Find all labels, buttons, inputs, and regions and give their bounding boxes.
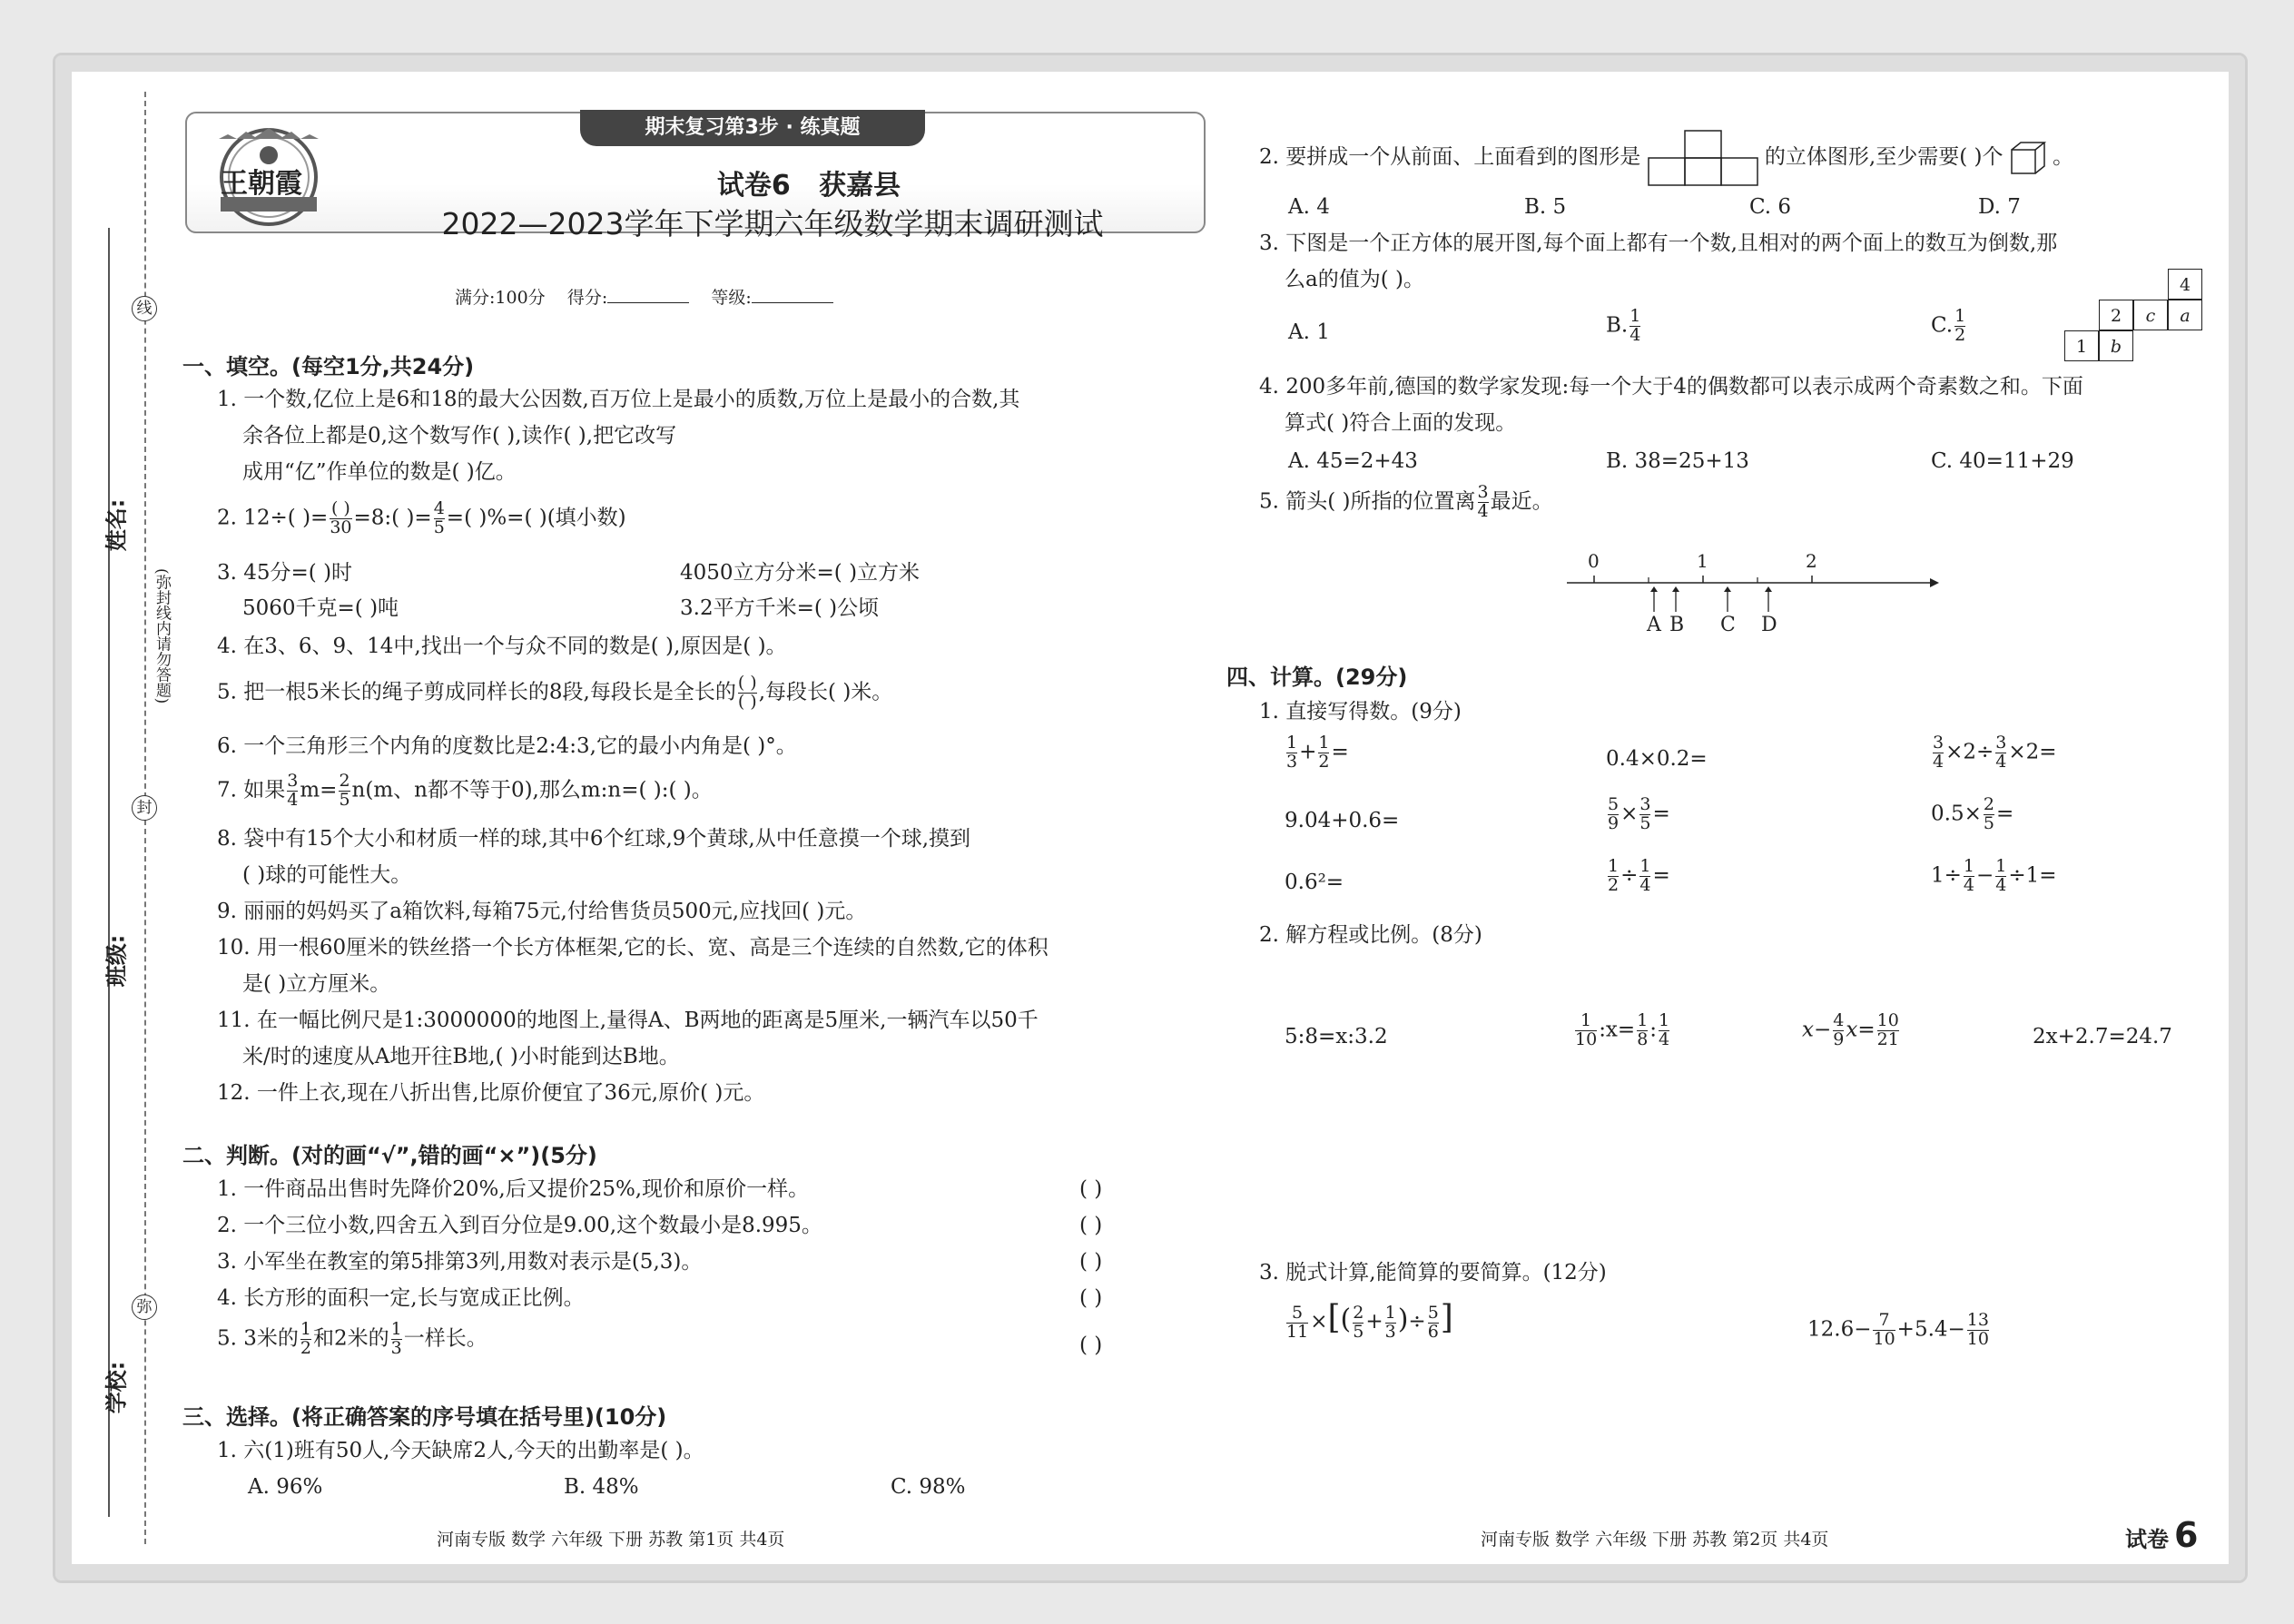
- arrow-c: C: [1720, 614, 1736, 636]
- exam-tag: 试卷 6: [2125, 1515, 2199, 1555]
- judge-3-answer[interactable]: ( ): [1079, 1250, 1103, 1274]
- q1-line2: 余各位上都是0,这个数写作( ),读作( ),把它改写: [242, 424, 677, 448]
- judge-2-answer[interactable]: ( ): [1079, 1214, 1103, 1237]
- choice-3-a: A. 1: [1288, 320, 1330, 344]
- section-fill-blank: 一、填空。(每空1分,共24分): [182, 354, 475, 379]
- judge-3: 3. 小军坐在教室的第5排第3列,用数对表示是(5,3)。: [217, 1250, 703, 1274]
- number-line: [1567, 550, 1939, 659]
- judge-4: 4. 长方形的面积一定,长与宽成正比例。: [217, 1286, 585, 1310]
- score-line: [455, 284, 833, 309]
- choice-2-b: B. 5: [1524, 195, 1567, 219]
- net-cell-a: a: [2168, 300, 2202, 330]
- equation-2: $\frac{1}{10}$ :x= $\frac{1}{8}$ : $\frac{1}{4}$: [1575, 1010, 1670, 1049]
- logo-text: 王朝霞: [221, 168, 302, 200]
- choice-2-a: A. 4: [1288, 195, 1330, 219]
- q3-d: 3.2平方千米=( )公顷: [680, 596, 880, 620]
- calc-r2c3: 0.5× $\frac{2}{5}$ =: [1931, 794, 2014, 833]
- judge-5: 5. 3米的 $\frac{1}{2}$ 和2米的 $\frac{1}{3}$ 一样长。: [217, 1319, 487, 1358]
- q1-line3: 成用“亿”作单位的数是( )亿。: [242, 460, 517, 484]
- footer-right: 河南专版 数学 六年级 下册 苏教 第2页 共4页: [1481, 1530, 1829, 1550]
- calc-r2c1: 9.04+0.6=: [1285, 809, 1400, 832]
- seal-line-feng: 封: [132, 795, 157, 821]
- choice-3-b: B. $\frac{1}{4}$: [1606, 306, 1641, 345]
- q7-frac2: $\frac{2}{5}$: [339, 771, 350, 810]
- choice-3-line2: 么a的值为( )。: [1285, 268, 1424, 291]
- grade-label: 等级:: [711, 288, 752, 308]
- calc-3-title: 3. 脱式计算,能简算的要简算。(12分): [1259, 1261, 1607, 1284]
- footer-left: 河南专版 数学 六年级 下册 苏教 第1页 共4页: [437, 1530, 785, 1550]
- county: 获嘉县: [819, 170, 901, 202]
- section-choice: 三、选择。(将正确答案的序号填在括号里)(10分): [182, 1404, 667, 1430]
- choice-4-line2: 算式( )符合上面的发现。: [1285, 411, 1517, 435]
- arrow-a: A: [1647, 614, 1661, 636]
- q2-frac2: $\frac{4}{5}$: [433, 498, 445, 537]
- q2: 2. 12÷( )= $\frac{( )}{30}$ =8:( )= $\frac{4}{5}$ =( )%=( )(填小数): [217, 498, 626, 537]
- choice-1-c: C. 98%: [891, 1475, 966, 1499]
- tick-2: 2: [1806, 550, 1817, 572]
- net-cell-b: b: [2099, 330, 2133, 361]
- calc-r1c1: $\frac{1}{3}$ + $\frac{1}{2}$ =: [1286, 733, 1349, 772]
- choice-5: 5. 箭头( )所指的位置离 $\frac{3}{4}$ 最近。: [1259, 482, 1553, 521]
- calc-r1c3: $\frac{3}{4}$ ×2÷ $\frac{3}{4}$ ×2=: [1933, 733, 2057, 772]
- score-label: 得分:: [566, 288, 608, 308]
- q3-c: 5060千克=( )吨: [242, 596, 399, 620]
- calc-r1c2: 0.4×0.2=: [1606, 747, 1708, 771]
- q10-line1: 10. 用一根60厘米的铁丝搭一个长方体框架,它的长、宽、高是三个连续的自然数,它的体积: [217, 936, 1049, 960]
- full-score: 满分:100分: [455, 288, 546, 308]
- logo: [201, 121, 337, 230]
- name-field[interactable]: [108, 346, 110, 473]
- choice-4-b: B. 38=25+13: [1606, 449, 1749, 473]
- calc-r3c1: 0.6²=: [1285, 871, 1344, 894]
- choice-4-c: C. 40=11+29: [1931, 449, 2074, 473]
- choice-1-b: B. 48%: [564, 1475, 639, 1499]
- q11-line2: 米/时的速度从A地开往B地,( )小时能到达B地。: [242, 1045, 680, 1068]
- school-label: 学校:: [103, 1361, 130, 1414]
- judge-4-answer[interactable]: ( ): [1079, 1286, 1103, 1310]
- q8-line2: ( )球的可能性大。: [242, 863, 412, 887]
- cube-net: [2064, 269, 2228, 369]
- judge-5-answer[interactable]: ( ): [1079, 1334, 1103, 1357]
- q11-line1: 11. 在一幅比例尺是1:3000000的地图上,量得A、B两地的距离是5厘米,一辆汽车以50千: [217, 1009, 1039, 1032]
- stepwise-1: $\frac{5}{11}$ ×[( $\frac{2}{5}$ + $\frac{1}{3}$ )÷ $\frac{5}{6}$ ]: [1286, 1299, 1453, 1342]
- q2-frac1: $\frac{( )}{30}$: [330, 498, 352, 537]
- calc-2-title: 2. 解方程或比例。(8分): [1259, 923, 1482, 947]
- choice-2: 2. 要拼成一个从前面、上面看到的图形是 的立体图形,至少需要( )个 。: [1259, 130, 2073, 186]
- q1-line1: 1. 一个数,亿位上是6和18的最大公因数,百万位上是最小的质数,万位上是最小的合数,其: [217, 388, 1020, 411]
- equation-1: 5:8=x:3.2: [1285, 1025, 1388, 1048]
- q5-frac: $\frac{( )}{( )}$: [737, 673, 757, 712]
- q8-line1: 8. 袋中有15个大小和材质一样的球,其中6个红球,9个黄球,从中任意摸一个球,摸到: [217, 827, 971, 851]
- net-cell-2: 2: [2099, 300, 2133, 330]
- choice-2-d: D. 7: [1978, 195, 2021, 219]
- choice-3-line1: 3. 下图是一个正方体的展开图,每个面上都有一个数,且相对的两个面上的数互为倒数,那: [1259, 231, 2058, 255]
- equation-4: 2x+2.7=24.7: [2033, 1025, 2172, 1048]
- judge-1-answer[interactable]: ( ): [1079, 1177, 1103, 1201]
- calc-1-title: 1. 直接写得数。(9分): [1259, 700, 1462, 723]
- choice-1: 1. 六(1)班有50人,今天缺席2人,今天的出勤率是( )。: [217, 1439, 704, 1462]
- net-cell-4: 4: [2168, 269, 2202, 300]
- choice-4-line1: 4. 200多年前,德国的数学家发现:每一个大于4的偶数都可以表示成两个奇素数之和。下面: [1259, 375, 2083, 399]
- exam-number: [600, 162, 1018, 202]
- j5-frac1: $\frac{1}{2}$: [300, 1319, 311, 1358]
- grade-field[interactable]: [752, 302, 833, 303]
- step-banner: 期末复习第3步 · 练真题: [580, 110, 925, 146]
- tick-1: 1: [1697, 550, 1708, 572]
- q4: 4. 在3、6、9、14中,找出一个与众不同的数是( ),原因是( )。: [217, 635, 787, 658]
- exam-title: 2022—2023学年下学期六年级数学期末调研测试: [441, 206, 1104, 241]
- judge-1: 1. 一件商品出售时先降价20%,后又提价25%,现价和原价一样。: [217, 1177, 810, 1201]
- calc-r2c2: $\frac{5}{9}$ × $\frac{3}{5}$ =: [1608, 794, 1670, 833]
- q6: 6. 一个三角形三个内角的度数比是2:4:3,它的最小内角是( )°。: [217, 734, 797, 758]
- view-shape-icon: [1648, 130, 1758, 186]
- q3-b: 4050立方分米=( )立方米: [680, 561, 921, 585]
- choice-4-a: A. 45=2+43: [1288, 449, 1418, 473]
- class-label: 班级:: [103, 934, 130, 988]
- net-cell-1: 1: [2064, 330, 2099, 361]
- score-field[interactable]: [607, 302, 689, 303]
- equation-3: x− $\frac{4}{9}$ x= $\frac{10}{21}$: [1802, 1010, 1899, 1049]
- q7: 7. 如果 $\frac{3}{4}$ m= $\frac{2}{5}$ n(m、n都不等于0),那么m:n=( ):( )。: [217, 771, 713, 810]
- judge-2: 2. 一个三位小数,四舍五入到百分位是9.00,这个数最小是8.995。: [217, 1214, 822, 1237]
- choice-1-a: A. 96%: [248, 1475, 323, 1499]
- cube-icon: [2010, 141, 2046, 175]
- q3-a: 3. 45分=( )时: [217, 561, 353, 585]
- section-calc: 四、计算。(29分): [1226, 664, 1408, 690]
- tick-0: 0: [1588, 550, 1600, 572]
- q9: 9. 丽丽的妈妈买了a箱饮料,每箱75元,付给售货员500元,应找回( )元。: [217, 900, 867, 923]
- q10-line2: 是( )立方厘米。: [242, 972, 391, 996]
- seal-line-mi: 弥: [132, 1294, 157, 1320]
- name-label: 姓名:: [103, 498, 130, 552]
- seal-line-xian: 线: [132, 296, 157, 321]
- choice-3-c: C. $\frac{1}{2}$: [1931, 306, 1966, 345]
- q12: 12. 一件上衣,现在八折出售,比原价便宜了36元,原价( )元。: [217, 1081, 765, 1105]
- section-judge: 二、判断。(对的画“√”,错的画“×”)(5分): [182, 1143, 597, 1168]
- stepwise-2: 12.6− $\frac{7}{10}$ +5.4− $\frac{13}{10}$: [1807, 1310, 1989, 1349]
- choice-2-c: C. 6: [1749, 195, 1792, 219]
- arrow-b: B: [1669, 614, 1685, 636]
- arrow-d: D: [1761, 614, 1777, 636]
- q5: 5. 把一根5米长的绳子剪成同样长的8段,每段长是全长的 $\frac{( )}{( )}$ ,每段长( )米。: [217, 673, 893, 712]
- exam-no: 试卷6: [716, 170, 791, 202]
- seal-note: (弥封线内请勿答题): [153, 568, 171, 704]
- exam-sheet: [53, 53, 2248, 1583]
- net-cell-c: c: [2133, 300, 2168, 330]
- j5-frac2: $\frac{1}{3}$: [390, 1319, 402, 1358]
- calc-r3c2: $\frac{1}{2}$ ÷ $\frac{1}{4}$ =: [1608, 856, 1670, 895]
- q7-frac1: $\frac{3}{4}$: [287, 771, 299, 810]
- calc-r3c3: 1÷ $\frac{1}{4}$ − $\frac{1}{4}$ ÷1=: [1931, 856, 2057, 895]
